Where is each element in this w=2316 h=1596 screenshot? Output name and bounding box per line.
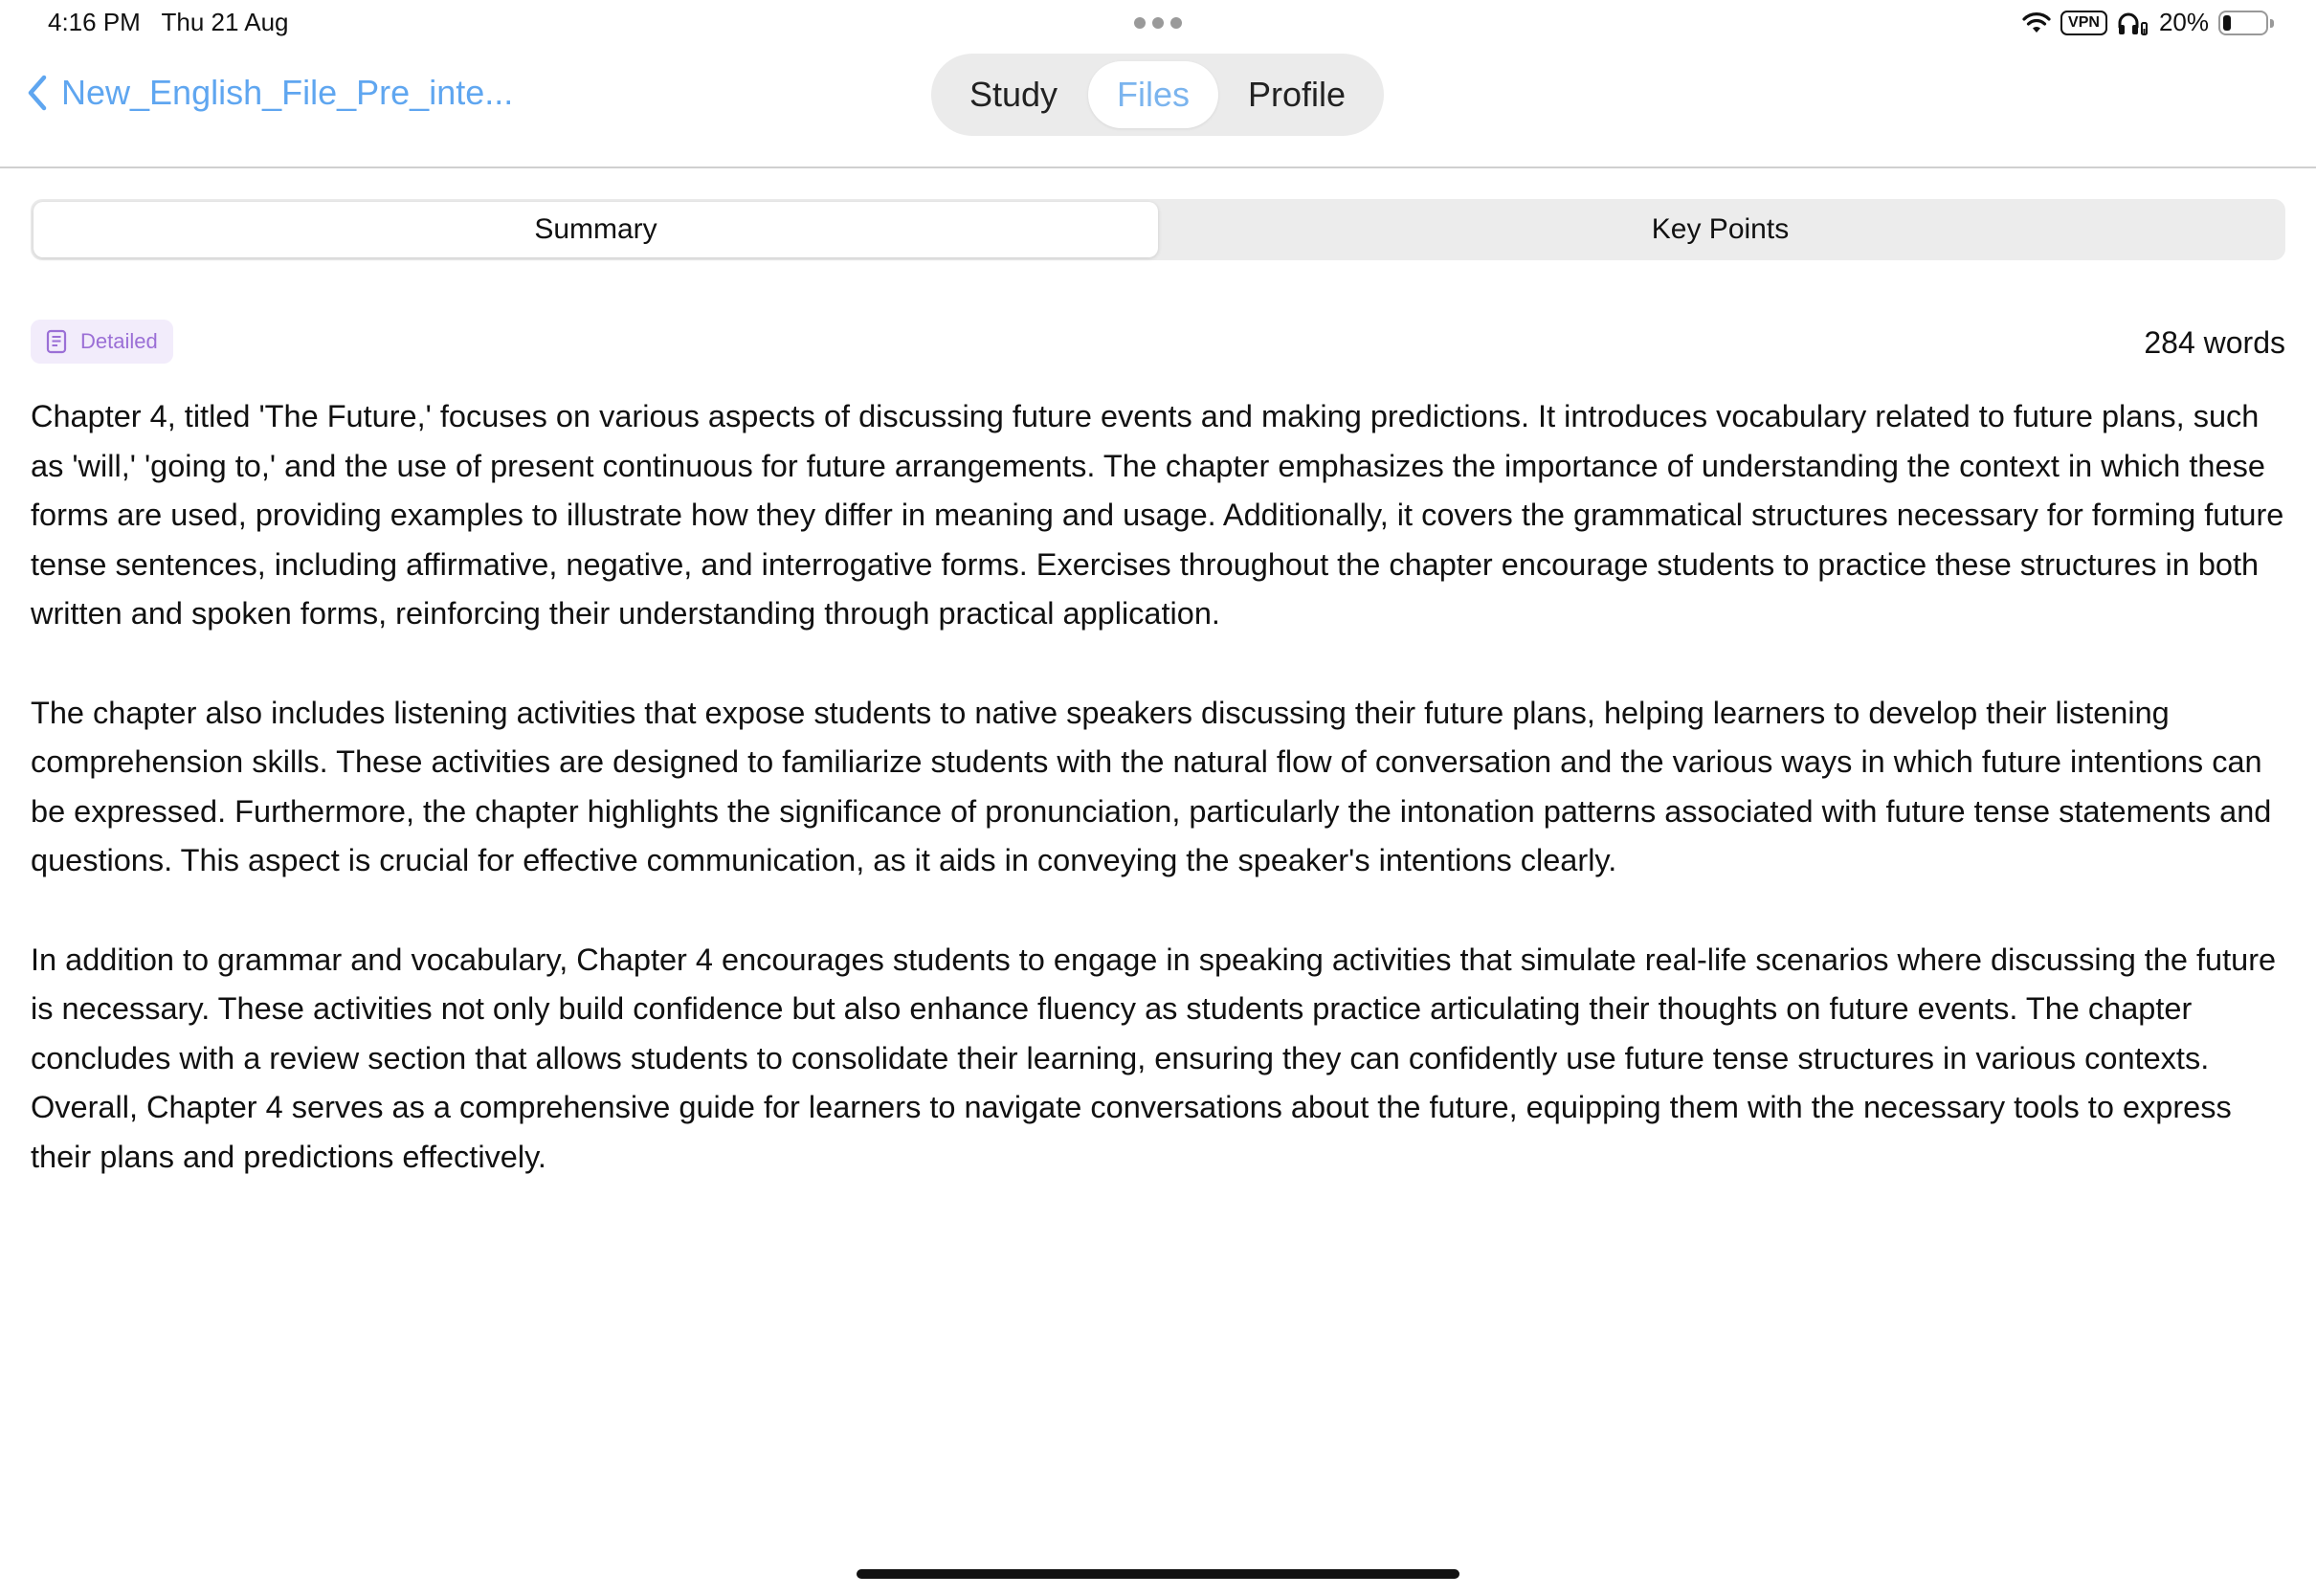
status-date-value: Thu 21 Aug	[161, 8, 289, 36]
chevron-left-icon	[25, 74, 50, 112]
segment-study[interactable]: Study	[969, 75, 1058, 114]
tab-summary[interactable]: Summary	[33, 202, 1158, 257]
summary-paragraph: Chapter 4, titled 'The Future,' focuses on various aspects of discussing future events and making predictions. It introduces vocabulary related to future plans, such as 'will,' 'going to,' and the use of present continuous for future arrangements. The chapter emphasizes the importance of understanding the context in which these forms are used, providing examples to illustrate how they differ in meaning and usage. Additionally, it covers the grammatical structures necessary for forming future tense sentences, including affirmative, negative, and interrogative forms. Exercises throughout the chapter encourage students to practice these structures in both written and spoken forms, reinforcing their understanding through practical application.	[31, 399, 2284, 632]
summary-content	[31, 392, 2289, 1231]
detail-level-badge[interactable]	[31, 320, 173, 364]
headphones-icon	[2117, 11, 2149, 35]
status-time	[48, 8, 289, 37]
battery-percent: 20%	[2158, 8, 2209, 36]
document-icon	[46, 329, 67, 354]
home-indicator[interactable]	[857, 1569, 1459, 1579]
back-button-label: New_English_File_Pre_inte...	[61, 73, 514, 112]
main-segmented-control	[931, 54, 1384, 136]
summary-paragraph: The chapter also includes listening activities that expose students to native speakers discussing their future plans, helping learners to develop their listening comprehension skills. These activities are designed to familiarize students with the natural flow of conversation and the various ways in which future intentions can be expressed. Furthermore, the chapter highlights the significance of pronunciation, particularly the intonation patterns associated with future tense statements and questions. This aspect is crucial for effective communication, as it aids in conveying the speaker's intentions clearly.	[31, 695, 2272, 878]
navigation-bar	[0, 46, 2316, 168]
status-time-value: 4:16 PM	[48, 8, 141, 36]
segment-files[interactable]: Files	[1088, 61, 1218, 128]
wifi-icon	[2022, 11, 2051, 34]
back-button[interactable]	[25, 73, 513, 113]
summary-tabs	[31, 199, 2285, 260]
word-count: 284 words	[2144, 325, 2285, 360]
status-indicators	[2022, 8, 2268, 37]
summary-paragraph: In addition to grammar and vocabulary, Chapter 4 encourages students to engage in speaking activities that simulate real-life scenarios where discussing the future is necessary. These activities not only build confidence but also enhance fluency as students practice articulating their thoughts on future events. The chapter concludes with a review section that allows students to consolidate their learning, ensuring they can confidently use future tense structures in various contexts. Overall, Chapter 4 serves as a comprehensive guide for learners to navigate conversations about the future, equipping them with the necessary tools to express their plans and predictions effectively.	[31, 942, 2277, 1174]
tab-key-points[interactable]: Key Points	[1651, 213, 1790, 245]
vpn-badge: VPN	[2060, 11, 2107, 35]
detail-level-label: Detailed	[80, 329, 158, 353]
multitasking-dots-icon[interactable]	[1134, 17, 1182, 29]
battery-icon	[2218, 11, 2268, 35]
status-bar	[0, 0, 2316, 46]
segment-profile[interactable]: Profile	[1247, 75, 1347, 114]
